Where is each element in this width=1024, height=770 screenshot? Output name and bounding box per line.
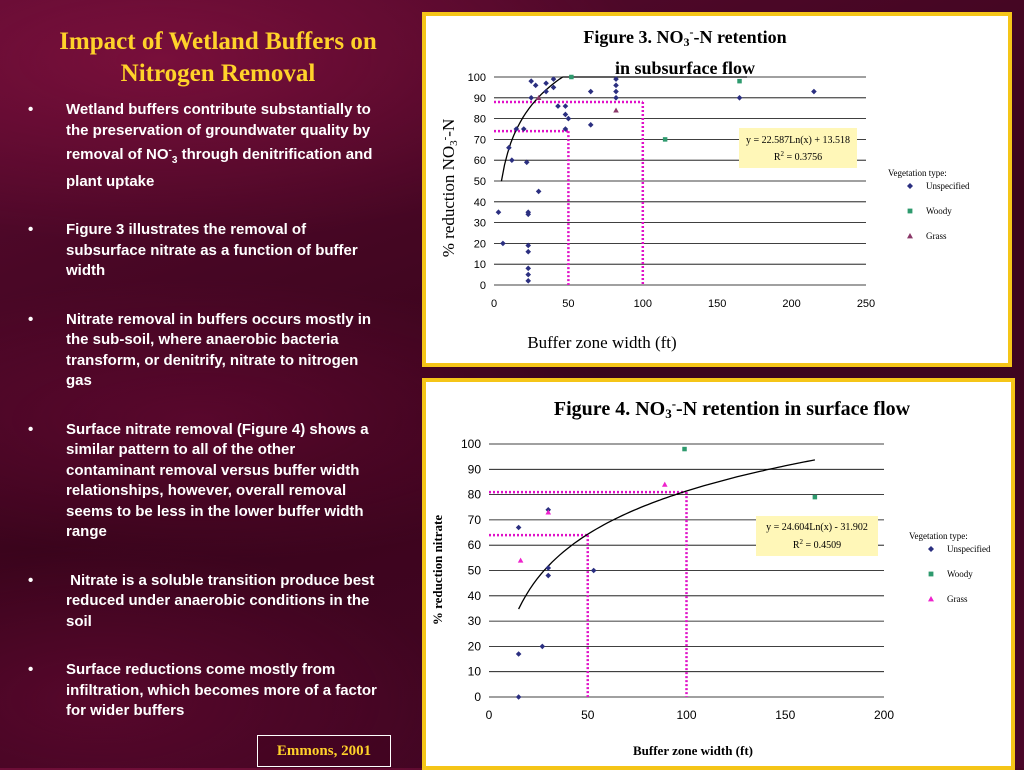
data-point-unspecified [613, 89, 619, 95]
data-point-unspecified [521, 126, 527, 132]
legend-marker-unspecified [907, 183, 913, 189]
data-point-unspecified [737, 95, 743, 101]
x-tick-label: 250 [856, 298, 876, 310]
y-tick-label: 50 [473, 176, 486, 188]
y-tick-label: 10 [473, 259, 486, 272]
y-tick-label: 20 [473, 238, 486, 251]
legend-label-grass: Grass [947, 594, 968, 604]
legend-title: Vegetation type: [888, 168, 947, 178]
data-point-unspecified [525, 272, 531, 278]
data-point-unspecified [563, 103, 569, 109]
legend-marker-grass [907, 233, 913, 238]
data-point-unspecified [811, 89, 817, 95]
bullet-list [28, 100, 380, 750]
data-point-unspecified [543, 89, 549, 95]
x-tick-label: 100 [676, 708, 697, 722]
y-tick-label: 40 [467, 588, 481, 603]
y-tick-label: 100 [467, 72, 486, 84]
y-tick-label: 40 [473, 196, 486, 209]
x-tick-label: 150 [708, 298, 727, 310]
data-point-unspecified [525, 249, 531, 255]
data-point-unspecified [516, 651, 522, 657]
data-point-grass [613, 107, 619, 112]
figure4-panel [422, 378, 1015, 770]
data-point-unspecified [516, 694, 522, 700]
chart-title: Figure 4. NO3--N retention in surface flow [553, 395, 911, 422]
y-tick-label: 10 [467, 664, 481, 679]
legend [909, 531, 991, 604]
x-tick-label: 50 [581, 708, 595, 722]
y-axis-label: % reduction nitrate [430, 514, 445, 626]
trend-r2: $R^2 = 0.4509$ [792, 538, 842, 551]
legend [888, 168, 970, 241]
x-tick-label: 150 [775, 708, 796, 722]
data-point-unspecified [533, 83, 539, 89]
data-point-unspecified [588, 89, 594, 95]
data-point-unspecified [516, 525, 522, 531]
trend-equation: y = 24.604Ln(x) - 31.902 [766, 522, 868, 533]
data-point-unspecified [500, 241, 506, 247]
citation-box: Emmons, 2001 [257, 735, 391, 767]
data-point-grass [518, 558, 524, 563]
data-point-unspecified [540, 644, 546, 650]
x-axis-label: Buffer zone width (ft) [633, 743, 753, 758]
legend-marker-grass [928, 596, 934, 601]
legend-title: Vegetation type: [909, 531, 968, 541]
data-point-unspecified [528, 95, 534, 101]
y-axis-label: % reduction NO3--N [439, 118, 460, 258]
data-point-unspecified [591, 568, 597, 574]
data-point-woody [682, 447, 686, 451]
chart-title-line2: in subsurface flow [614, 58, 756, 78]
data-point-woody [813, 495, 817, 499]
data-point-unspecified [528, 78, 534, 84]
y-tick-label: 90 [467, 462, 481, 477]
data-point-unspecified [563, 112, 569, 118]
data-point-unspecified [536, 189, 542, 195]
data-point-unspecified [525, 278, 531, 284]
data-point-unspecified [543, 80, 549, 86]
y-tick-label: 50 [467, 563, 481, 578]
legend-marker-woody [908, 209, 913, 214]
legend-marker-unspecified [928, 546, 934, 552]
figure4-chart [426, 382, 1011, 766]
bullet-text: through denitrification and plant uptake [66, 146, 373, 190]
y-tick-label: 0 [474, 690, 481, 704]
plot-area [468, 72, 876, 310]
x-tick-label: 200 [782, 298, 801, 310]
y-tick-label: 90 [473, 92, 486, 105]
x-tick-label: 50 [562, 298, 575, 310]
chart-title: Figure 3. NO3--N retention [583, 25, 787, 49]
bullet-item: • Nitrate is a soluble transition produce best reduced under anaerobic conditions in the soil [28, 571, 380, 633]
x-tick-label: 100 [633, 298, 652, 310]
bullet-item: • Figure 3 illustrates the removal of subsurface nitrate as a function of buffer width [28, 220, 380, 282]
trend-line [501, 77, 747, 181]
y-tick-label: 60 [473, 155, 486, 168]
y-tick-label: 80 [473, 113, 486, 126]
data-point-woody [569, 75, 573, 79]
data-point-grass [662, 482, 668, 487]
bullet-sup: - [168, 145, 172, 156]
data-point-unspecified [545, 573, 551, 579]
data-point-unspecified [545, 565, 551, 571]
plot-area [461, 437, 894, 722]
x-axis-label: Buffer zone width (ft) [527, 333, 677, 352]
data-point-unspecified [525, 266, 531, 272]
legend-label-grass: Grass [926, 231, 947, 241]
y-tick-label: 70 [467, 512, 481, 527]
y-tick-label: 80 [467, 487, 481, 502]
data-point-unspecified [509, 157, 515, 163]
y-tick-label: 30 [473, 217, 486, 230]
x-tick-label: 200 [873, 708, 895, 722]
x-tick-label: 0 [485, 708, 493, 722]
y-tick-label: 30 [467, 614, 481, 629]
figure3-chart [426, 16, 1008, 363]
y-tick-label: 60 [467, 538, 481, 553]
bullet-item: • Surface nitrate removal (Figure 4) shows a similar pattern to all of the other contaminant removal versus buffer width relationships, however, overall removal seems to be less in the lower buffer width range [28, 420, 380, 543]
y-tick-label: 70 [473, 134, 486, 147]
bullet-sub: 3 [171, 155, 178, 166]
legend-label-unspecified: Unspecified [947, 544, 991, 554]
x-tick-label: 0 [490, 298, 498, 310]
data-point-unspecified [506, 145, 512, 151]
data-point-unspecified [613, 95, 619, 101]
data-point-woody [737, 79, 741, 83]
bullet-text: Wetland buffers contribute substantially to the preservation of groundwater quality by removal of NO [66, 101, 371, 163]
legend-label-unspecified: Unspecified [926, 181, 970, 191]
trend-r2: $R^2 = 0.3756$ [773, 150, 823, 163]
data-point-unspecified [555, 103, 561, 109]
data-point-unspecified [496, 209, 502, 215]
trend-equation: y = 22.587Ln(x) + 13.518 [745, 135, 851, 146]
y-tick-label: 100 [460, 437, 481, 451]
bullet-item [28, 100, 380, 192]
bullet-item: • Nitrate removal in buffers occurs mostly in the sub-soil, where anaerobic bacteria transform, or denitrify, nitrate to nitrogen gas [28, 310, 380, 392]
bullet-item: • Surface reductions come mostly from infiltration, which becomes more of a factor for wider buffers [28, 660, 380, 722]
y-tick-label: 0 [479, 280, 486, 292]
data-point-woody [663, 137, 667, 141]
slide-title: Impact of Wetland Buffers on Nitrogen Removal [59, 28, 377, 87]
figure3-panel [422, 12, 1012, 367]
legend-label-woody: Woody [947, 569, 973, 579]
data-point-unspecified [588, 122, 594, 128]
y-tick-label: 20 [467, 639, 481, 654]
data-point-unspecified [566, 116, 572, 122]
legend-marker-woody [929, 572, 934, 577]
legend-label-woody: Woody [926, 206, 952, 216]
data-point-unspecified [613, 83, 619, 89]
